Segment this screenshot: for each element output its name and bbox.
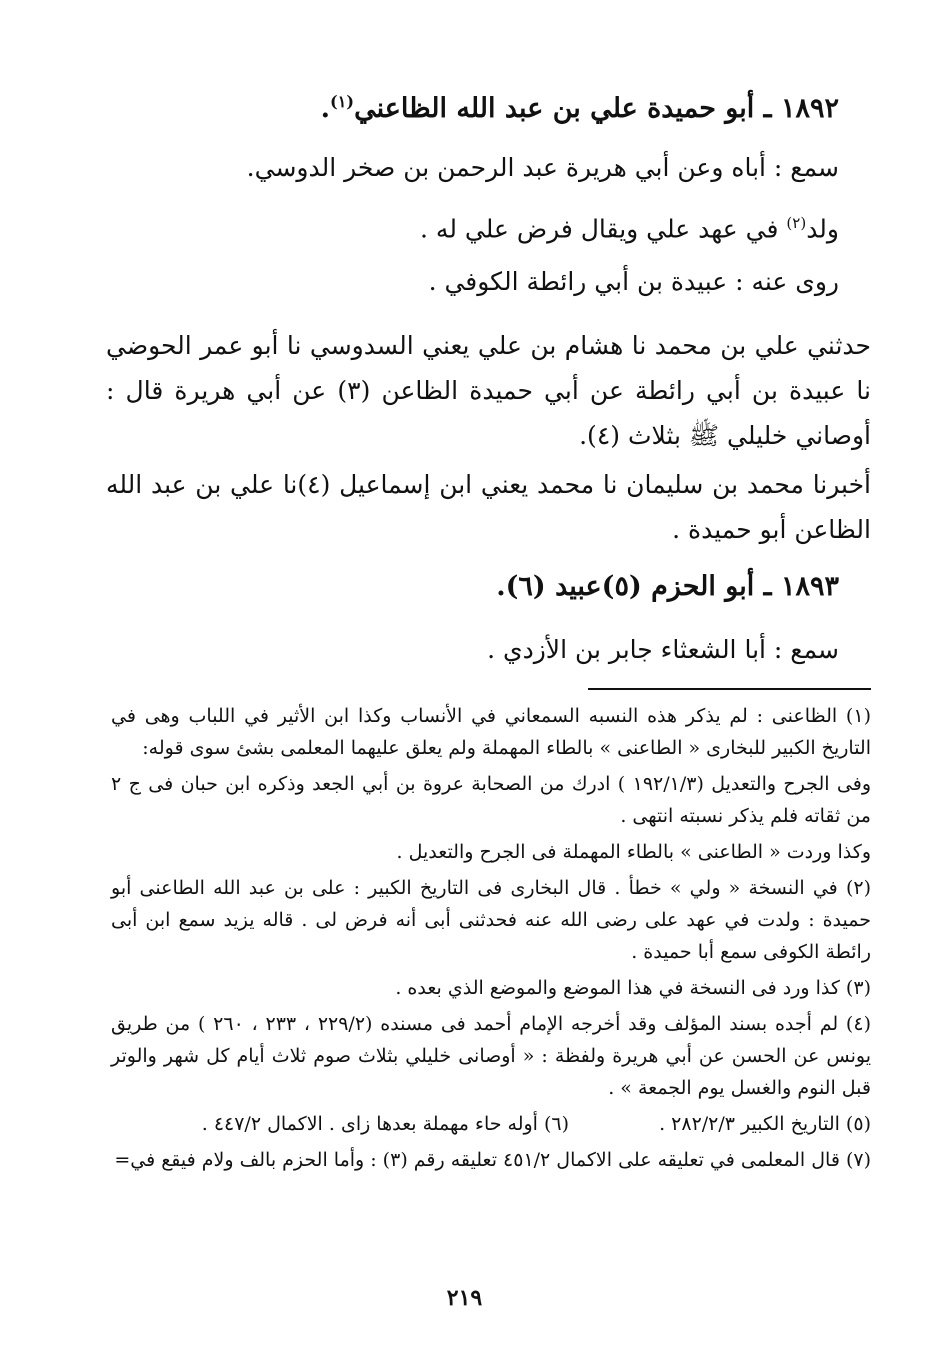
entry-1892-sami: سمع : أباه وعن أبي هريرة عبد الرحمن بن صخر الدوسي. xyxy=(246,153,839,182)
entry-1892-title: ١٨٩٢ ـ أبو حميدة علي بن عبد الله الظاعني xyxy=(354,93,839,124)
footnote-separator xyxy=(588,688,871,690)
footnote-ref-1: (١) xyxy=(330,92,355,111)
footnote-2: (٢) في النسخة « ولي » خطأ . قال البخارى فى التاريخ الكبير : على بن عبد الله الطاعنى أبو حميدة : ولدت في عهد على رضى الله عنه فحدثنى أبى أنه فرض لى . قاله يزيد سمع ابن أبى رائطة الكوفى سمع أبا حميدة . xyxy=(111,877,871,963)
footnote-1-continued: وفى الجرح والتعديل (١٩٢/١/٣ ) ادرك من الصحابة عروة بن أبي الجعد وذكره ابن حبان فى ج ٢ من ثقاته فلم يذكر نسبته انتهى . xyxy=(111,773,872,827)
footnote-6: (٦) أوله حاء مهملة بعدها زاى . الاكمال ٤٤٧/٢ . xyxy=(201,1113,570,1135)
footnote-7: (٧) قال المعلمى في تعليقه على الاكمال ٤٥١/٢ تعليقه رقم (٣) : وأما الحزم بالف ولام فيقع في= xyxy=(114,1149,871,1171)
entry-1893-heading: ١٨٩٣ ـ أبو الحزم (٥)عبيد (٦). xyxy=(496,571,839,602)
footnotes-5-6-row xyxy=(111,1108,871,1140)
entry-1893-sami: سمع : أبا الشعثاء جابر بن الأزدي . xyxy=(487,635,839,664)
footnote-ref-2: (٢) xyxy=(786,214,807,232)
footnote-1-end: وكذا وردت « الطاعنى » بالطاء المهملة فى الجرح والتعديل . xyxy=(396,841,871,863)
footnote-5: (٥) التاريخ الكبير ٢٨٢/٢/٣ . xyxy=(659,1113,871,1135)
entry-1892-hadith-chain: حدثني علي بن محمد نا هشام بن علي يعني السدوسي نا أبو عمر الحوضي نا عبيدة بن أبي رائطة عن أبي حميدة الظاعن (٣) عن أبي هريرة قال : أوصاني خليلي ﷺ بثلاث (٤). xyxy=(106,331,871,450)
entry-1892-second-chain: أخبرنا محمد بن سليمان نا محمد يعني ابن إسماعيل (٤)نا علي بن عبد الله الظاعن أبو حميدة . xyxy=(106,470,872,544)
birth-word: ولد xyxy=(806,214,839,244)
entry-1892-heading xyxy=(99,82,839,129)
heading-period: . xyxy=(320,93,331,124)
page-number: ٢١٩ xyxy=(446,1285,483,1311)
entry-1892-birth xyxy=(99,203,839,249)
birth-text: في عهد علي ويقال فرض علي له . xyxy=(420,214,787,244)
entry-1892-narrators: روى عنه : عبيدة بن أبي رائطة الكوفي . xyxy=(428,267,839,296)
footnote-3: (٣) كذا ورد فى النسخة في هذا الموضع والموضع الذي بعده . xyxy=(395,977,871,999)
footnotes xyxy=(111,700,871,1180)
footnote-1: (١) الظاعنى : لم يذكر هذه النسبه السمعاني في الأنساب وكذا ابن الأثير في اللباب وهى في التاريخ الكبير للبخارى « الطاعنى » بالطاء المهملة ولم يعلق عليهما المعلمى بشئ سوى قوله: xyxy=(111,705,871,759)
footnote-4: (٤) لم أجده بسند المؤلف وقد أخرجه الإمام أحمد فى مسنده (٢٢٩/٢ ، ٢٣٣ ، ٢٦٠ ) من طريق يونس عن الحسن عن أبي هريرة ولفظة : « أوصانى خليلي بثلاث صوم ثلاث أيام كل شهر والوتر قبل النوم والغسل يوم الجمعة » . xyxy=(111,1013,871,1099)
